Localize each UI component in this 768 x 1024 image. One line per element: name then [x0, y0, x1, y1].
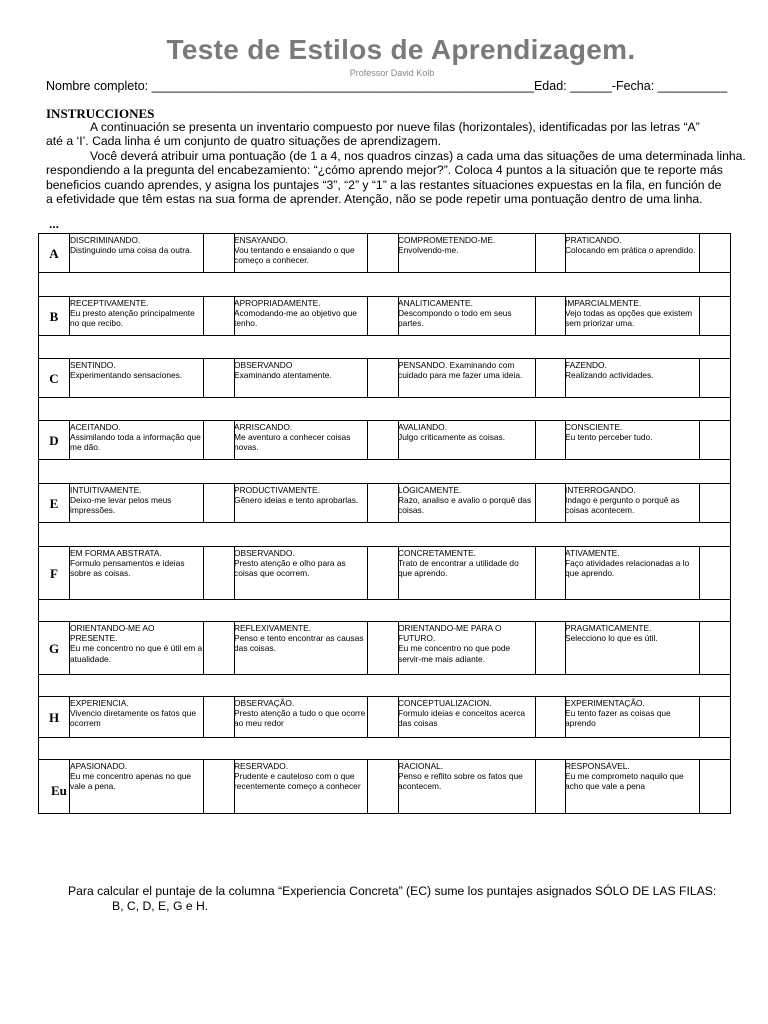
score-box[interactable]: [700, 297, 730, 336]
situation-title: CONCRETAMENTE.: [398, 548, 477, 558]
learning-styles-table: [38, 233, 731, 814]
table-row: [39, 760, 730, 814]
situation-title: APASIONADO.: [70, 761, 128, 771]
score-box[interactable]: [368, 359, 398, 398]
situation-title: AVALIANDO.: [398, 422, 448, 432]
score-box[interactable]: [204, 421, 234, 460]
table-row: [39, 234, 730, 273]
score-box[interactable]: [204, 297, 234, 336]
situation-description: Eu me concentro no que pode servir-me mais adiante.: [398, 643, 511, 664]
score-box[interactable]: [536, 547, 565, 600]
situation-title: ATIVAMENTE.: [565, 548, 620, 558]
situation-title: FAZENDO.: [565, 360, 607, 370]
score-box[interactable]: [536, 484, 565, 523]
score-box[interactable]: [368, 234, 398, 273]
situation-title: OBSERVANDO.: [234, 548, 295, 558]
situation-description: Eu me comprometo naquilo que acho que vale a pena: [565, 771, 684, 792]
situation-title: OBSERVANDO: [234, 360, 293, 370]
situation-title: REFLEXIVAMENTE.: [234, 623, 312, 633]
situation-cell: [70, 422, 203, 459]
situation-title: COMPROMETENDO-ME.: [398, 235, 496, 245]
row-letter: Eu: [51, 783, 67, 798]
table-row: [39, 421, 730, 460]
situation-cell: [70, 623, 203, 674]
situation-description: Examinando atentamente.: [234, 370, 332, 381]
table-row: [39, 697, 730, 738]
situation-description: Selecciono lo que es útil.: [565, 633, 658, 644]
situation-description: Eu tento perceber tudo.: [565, 432, 653, 443]
situation-title: RECEPTIVAMENTE.: [70, 298, 149, 308]
score-box[interactable]: [536, 421, 565, 460]
situation-cell: [70, 761, 203, 813]
situation-title: DISCRIMINANDO.: [70, 235, 141, 245]
situation-description: Assimilando toda a informação que me dão.: [70, 432, 201, 453]
row-letter: C: [49, 370, 59, 386]
situation-cell: [398, 761, 535, 813]
scoring-note: [68, 884, 748, 914]
row-letter: D: [49, 432, 59, 448]
situation-title: EXPERIMENTAÇÃO.: [565, 698, 645, 708]
situation-cell: [565, 298, 699, 335]
scoring-note-rows: B, C, D, E, G e H.: [112, 899, 209, 913]
name-age-date-line: Nombre completo: _______________________________________________________Edad: ______-Fecha: __________: [46, 79, 728, 93]
situation-cell: [398, 485, 535, 522]
situation-cell: [398, 623, 535, 674]
score-box[interactable]: [368, 697, 398, 738]
score-box[interactable]: [204, 760, 234, 814]
score-box[interactable]: [368, 547, 398, 600]
situation-title: CONCEPTUALIZACION.: [398, 698, 492, 708]
score-box[interactable]: [700, 760, 730, 814]
situation-cell: [70, 235, 203, 272]
situation-description: Descompondo o todo em seus partes.: [398, 308, 512, 329]
score-box[interactable]: [204, 622, 234, 675]
score-box[interactable]: [700, 421, 730, 460]
situation-cell: [234, 485, 367, 522]
situation-description: Experimentando sensaciones.: [70, 370, 183, 381]
score-box[interactable]: [700, 547, 730, 600]
page-title: Teste de Estilos de Aprendizagem.: [166, 34, 636, 65]
instructions-line: a efetividade que têm estas na sua forma de aprender. Atenção, não se pode repetir uma pontuação dentro de uma linha.: [46, 192, 703, 207]
situation-cell: [70, 698, 203, 737]
author-subtitle: Professor David Kolb: [349, 68, 435, 78]
situation-title: CONSCIENTE.: [565, 422, 623, 432]
situation-title: RACIONAL.: [398, 761, 444, 771]
situation-title: PRAGMATICAMENTE.: [565, 623, 652, 633]
situation-cell: [234, 548, 367, 599]
table-row: [39, 484, 730, 523]
row-letter: G: [48, 640, 60, 656]
situation-description: Eu me concentro apenas no que vale a pena.: [70, 771, 192, 792]
score-box[interactable]: [368, 297, 398, 336]
situation-cell: [565, 235, 699, 272]
score-box[interactable]: [536, 297, 565, 336]
situation-cell: [234, 761, 367, 813]
score-box[interactable]: [700, 622, 730, 675]
scoring-note-line: Para calcular el puntaje de la columna “Experiencia Concreta” (EC) sume los puntajes asignados SÓLO DE LAS FILAS:: [68, 884, 717, 898]
situation-description: Vou tentando e ensaiando o que começo a conhecer.: [234, 245, 355, 266]
score-box[interactable]: [204, 547, 234, 600]
score-box[interactable]: [368, 484, 398, 523]
situation-cell: [565, 422, 699, 459]
situation-description: Presto atenção a tudo o que ocorre ao meu redor: [234, 708, 366, 729]
score-box[interactable]: [700, 484, 730, 523]
situation-description: Acomodando-me ao objetivo que tenho.: [234, 308, 357, 329]
score-box[interactable]: [368, 622, 398, 675]
situation-cell: [565, 485, 699, 522]
situation-description: Eu me concentro no que é útil em a atualidade.: [70, 643, 203, 664]
situation-description: Vivencio diretamente os fatos que ocorrem: [70, 708, 197, 729]
score-box[interactable]: [204, 484, 234, 523]
score-box[interactable]: [204, 359, 234, 398]
situation-description: cuidado para me fazer uma ideia.: [398, 370, 523, 381]
score-box[interactable]: [204, 697, 234, 738]
situation-title: ORIENTANDO-ME AO PRESENTE.: [70, 623, 155, 644]
situation-cell: [398, 298, 535, 335]
situation-cell: [565, 698, 699, 737]
row-letter: A: [49, 245, 59, 261]
row-spacer: [39, 675, 730, 697]
situation-title: RESERVADO.: [234, 761, 289, 771]
instructions-line: A continuación se presenta un inventario compuesto por nueve filas (horizontales), identificadas por las letras “A”: [90, 120, 700, 134]
row-letter: H: [48, 709, 60, 725]
situation-description: Gênero ideias e tento aprobarlas.: [234, 495, 359, 506]
situation-title: OBSERVAÇÃO.: [234, 698, 295, 708]
row-spacer: [39, 273, 730, 297]
row-letter: B: [49, 308, 59, 324]
row-spacer: [39, 738, 730, 760]
situation-description: Distinguindo uma coisa da outra.: [70, 245, 192, 256]
instructions-line: beneficios cuando aprendes, y asigna los puntajes “3”, “2” y “1” a las restantes situaciones expuestas en la fila, en función de: [46, 177, 722, 192]
row-spacer: [39, 600, 730, 622]
situation-cell: [398, 422, 535, 459]
score-box[interactable]: [536, 234, 565, 273]
situation-title: PENSANDO. Examinando com: [398, 360, 515, 370]
situation-cell: [565, 360, 699, 397]
score-box[interactable]: [700, 697, 730, 738]
situation-cell: [565, 623, 699, 674]
situation-description: Formulo ideias e conceitos acerca das coisas: [398, 708, 526, 729]
situation-title: APROPRIADAMENTE.: [234, 298, 321, 308]
situation-description: Formulo pensamentos e ideias sobre as coisas.: [70, 558, 185, 579]
situation-cell: [565, 761, 699, 813]
instructions-line: respondiendo a la pregunta del encabezamiento: “¿cómo aprendo mejor?”. Coloca 4 puntos a la situación que te reporte más: [46, 163, 723, 178]
situation-description: Me aventuro a conhecer coisas novas.: [234, 432, 351, 453]
situation-description: Penso e tento encontrar as causas das coisas.: [234, 633, 364, 654]
row-spacer: [39, 398, 730, 421]
situation-cell: [398, 235, 535, 272]
situation-cell: [234, 360, 367, 397]
row-letter: F: [50, 565, 58, 581]
situation-description: Razo, analiso e avalio o porquê das coisas.: [398, 495, 532, 516]
score-box[interactable]: [700, 234, 730, 273]
situation-cell: [234, 235, 367, 272]
table-row: [39, 297, 730, 336]
score-box[interactable]: [536, 622, 565, 675]
situation-cell: [234, 298, 367, 335]
situation-cell: [398, 698, 535, 737]
situation-cell: [234, 623, 367, 674]
score-box[interactable]: [204, 234, 234, 273]
situation-description: Vejo todas as opções que existem sem priorizar uma.: [565, 308, 693, 329]
situation-cell: [70, 360, 203, 397]
score-box[interactable]: [368, 421, 398, 460]
situation-title: ENSAYANDO.: [234, 235, 288, 245]
score-box[interactable]: [536, 760, 565, 814]
situation-title: EM FORMA ABSTRATA.: [70, 548, 162, 558]
situation-title: PRATICANDO.: [565, 235, 622, 245]
table-row: [39, 622, 730, 675]
situation-title: ORIENTANDO-ME PARA O FUTURO.: [398, 623, 502, 644]
situation-description: Eu presto atenção principalmente no que recibo.: [70, 308, 195, 329]
row-spacer: [39, 523, 730, 547]
situation-title: ARRISCANDO.: [234, 422, 293, 432]
row-letter: E: [49, 495, 59, 511]
instructions-heading: INSTRUCCIONES: [46, 106, 155, 121]
score-box[interactable]: [368, 760, 398, 814]
situation-description: Trato de encontrar a utilidade do que aprendo.: [398, 558, 519, 579]
score-box[interactable]: [536, 359, 565, 398]
score-box[interactable]: [536, 697, 565, 738]
situation-title: RESPONSÁVEL.: [565, 761, 630, 771]
row-spacer: [39, 336, 730, 359]
situation-cell: [70, 485, 203, 522]
situation-cell: [398, 360, 535, 397]
situation-description: Envolvendo-me.: [398, 245, 459, 256]
situation-title: PRODUCTIVAMENTE.: [234, 485, 320, 495]
situation-description: Deixo-me levar pelos meus impressões.: [70, 495, 172, 516]
situation-title: IMPARCIALMENTE.: [565, 298, 642, 308]
instructions-text: [46, 120, 758, 206]
situation-title: ANALITICAMENTE.: [398, 298, 473, 308]
situation-title: INTERROGANDO.: [565, 485, 636, 495]
situation-description: Presto atenção e olho para as coisas que ocorrem.: [234, 558, 346, 579]
situation-title: SENTINDO.: [70, 360, 116, 370]
ellipsis-marker: ...: [49, 217, 60, 231]
situation-cell: [565, 548, 699, 599]
situation-description: Eu tento fazer as coisas que aprendo: [565, 708, 671, 729]
situation-description: Colocando em prática o aprendido.: [565, 245, 696, 256]
situation-cell: [70, 548, 203, 599]
situation-description: Faço atividades relacionadas a lo que aprendo.: [565, 558, 690, 579]
situation-title: INTUITIVAMENTE.: [70, 485, 142, 495]
situation-description: Realizando actividades.: [565, 370, 654, 381]
instructions-line: Você deverá atribuir uma pontuação (de 1 a 4, nos quadros cinzas) a cada uma das situações de uma determinada linha.: [90, 148, 746, 163]
table-row: [39, 359, 730, 398]
situation-cell: [70, 298, 203, 335]
situation-cell: [234, 422, 367, 459]
score-box[interactable]: [700, 359, 730, 398]
situation-title: ACEITANDO.: [70, 422, 121, 432]
table-row: [39, 547, 730, 600]
situation-description: Penso e reflito sobre os fatos que acontecem.: [398, 771, 523, 792]
situation-cell: [398, 548, 535, 599]
instructions-line: até a ‘I’. Cada linha é um conjunto de quatro situações de aprendizagem.: [46, 134, 441, 149]
situation-title: EXPERIENCIA.: [70, 698, 129, 708]
situation-title: LÓGICAMENTE.: [398, 485, 462, 495]
situation-description: Indago e pergunto o porquê as coisas acontecem.: [565, 495, 680, 516]
situation-cell: [234, 698, 367, 737]
situation-description: Prudente e cauteloso com o que recentemente começo a conhecer: [234, 771, 361, 792]
row-spacer: [39, 460, 730, 484]
situation-description: Julgo criticamente as coisas.: [398, 432, 506, 443]
